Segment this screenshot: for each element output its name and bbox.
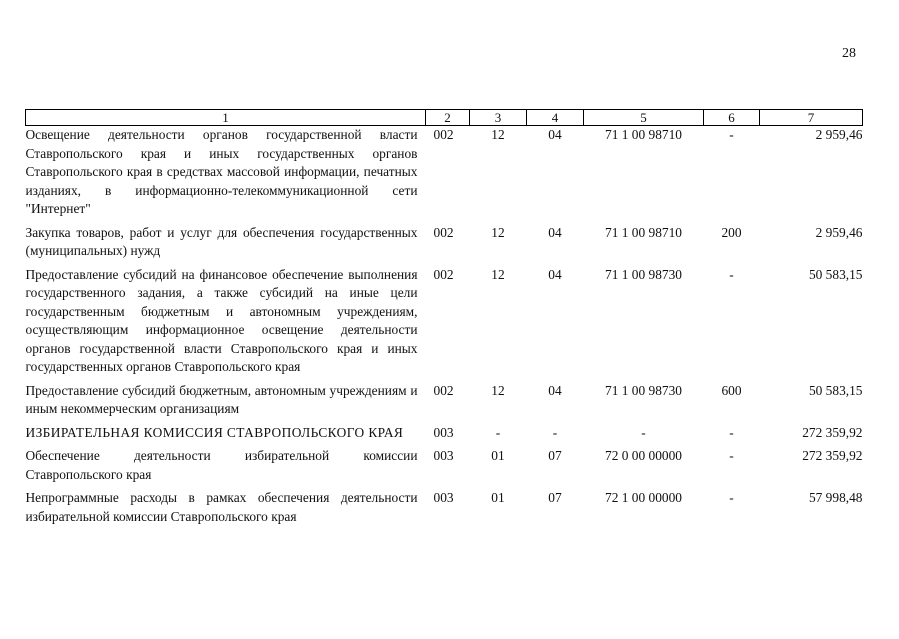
row-name: Предоставление субсидий на финансовое обеспечение выполнения государственного задания, а также субсидий на иные цели государственным бюджетным и автономным учреждениям, осуществляющим информационное освещение деятельности органов государственной власти Ставропольского края и иных государственных органов Ставропольского края [25, 266, 418, 374]
row-pr: 04 [548, 224, 562, 240]
table-row [26, 382, 863, 424]
column-header-7: 7 [760, 110, 863, 126]
row-name: Закупка товаров, работ и услуг для обеспечения государственных (муниципальных) нужд [25, 224, 418, 258]
row-csr: 72 0 00 00000 [605, 448, 682, 463]
row-vr: - [729, 127, 734, 142]
row-sum: 50 583,15 [808, 382, 863, 398]
column-header-2: 2 [426, 110, 470, 126]
row-vr: 200 [721, 224, 742, 240]
row-sum: 2 959,46 [815, 127, 863, 142]
budget-table [25, 109, 863, 531]
table-row [26, 489, 863, 531]
table-row [26, 266, 863, 382]
row-csr: 71 1 00 98710 [605, 224, 682, 240]
row-name: Непрограммные расходы в рамках обеспечения деятельности избирательной комиссии Ставропольского края [25, 490, 418, 524]
table-row [26, 224, 863, 266]
column-header-3: 3 [470, 110, 527, 126]
row-sum: 50 583,15 [808, 266, 863, 282]
row-rz: - [495, 424, 501, 440]
row-pr: - [552, 424, 558, 440]
row-ved: 002 [433, 382, 454, 398]
row-ved: 003 [433, 490, 454, 505]
column-header-4: 4 [527, 110, 584, 126]
row-pr: 04 [548, 266, 562, 282]
row-rz: 12 [491, 266, 505, 282]
row-rz: 12 [491, 224, 505, 240]
row-vr: - [729, 424, 734, 440]
row-name: Обеспечение деятельности избирательной комиссии Ставропольского края [25, 448, 418, 482]
row-name: Освещение деятельности органов государственной власти Ставропольского края и иных государственных органов Ставропольского края в средствах массовой информации, печатных изданиях, в информационно-телекоммуникационной сети "Интернет" [25, 127, 418, 216]
row-csr: 72 1 00 00000 [605, 490, 682, 505]
row-sum: 272 359,92 [802, 448, 863, 463]
column-header-6: 6 [704, 110, 760, 126]
row-name: Предоставление субсидий бюджетным, автономным учреждениям и иным некоммерческим организациям [25, 382, 418, 416]
row-ved: 003 [433, 448, 454, 463]
row-vr: 600 [721, 382, 742, 398]
row-pr: 07 [548, 490, 562, 505]
table-row [26, 126, 863, 224]
row-ved: 002 [433, 266, 454, 282]
row-ved: 003 [433, 424, 454, 440]
column-header-5: 5 [584, 110, 704, 126]
page-number: 28 [842, 46, 856, 61]
row-csr: - [641, 424, 646, 440]
row-pr: 04 [548, 382, 562, 398]
table-row [26, 447, 863, 489]
row-rz: 12 [491, 382, 505, 398]
row-vr: - [729, 448, 734, 463]
row-pr: 07 [548, 448, 562, 463]
row-rz: 01 [491, 448, 505, 463]
row-csr: 71 1 00 98730 [605, 382, 682, 398]
row-pr: 04 [548, 127, 562, 142]
row-rz: 01 [491, 490, 505, 505]
row-ved: 002 [433, 224, 454, 240]
table-row [26, 424, 863, 448]
row-csr: 71 1 00 98730 [605, 266, 682, 282]
row-csr: 71 1 00 98710 [605, 127, 682, 142]
row-rz: 12 [491, 127, 505, 142]
row-vr: - [729, 490, 734, 505]
row-ved: 002 [433, 127, 454, 142]
column-header-1: 1 [26, 110, 426, 126]
row-name: ИЗБИРАТЕЛЬНАЯ КОМИССИЯ СТАВРОПОЛЬСКОГО КРАЯ [25, 424, 404, 440]
row-sum: 2 959,46 [815, 224, 863, 240]
row-sum: 57 998,48 [808, 490, 863, 505]
row-vr: - [729, 266, 734, 282]
header-row [26, 110, 863, 126]
row-sum: 272 359,92 [802, 424, 863, 440]
